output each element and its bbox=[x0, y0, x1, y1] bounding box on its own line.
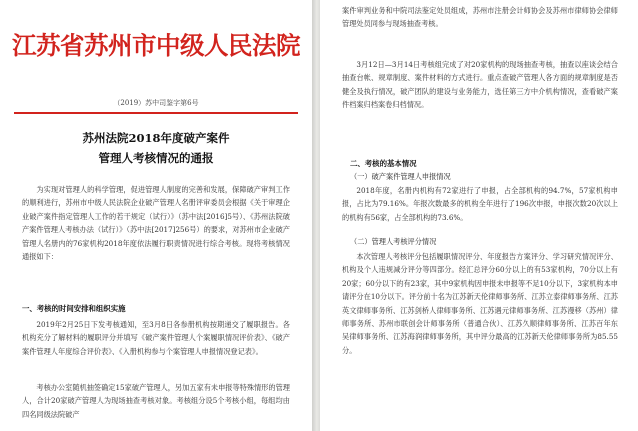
section-1-heading: 一、考核的时间安排和组织实施 bbox=[22, 304, 126, 313]
left-document-page bbox=[0, 0, 312, 431]
section-2-heading: 二、考核的基本情况 bbox=[350, 159, 417, 168]
court-name-header: 江苏省苏州市中级人民法院 bbox=[12, 31, 300, 60]
red-divider-line bbox=[14, 112, 298, 114]
subsection-2-paragraph: 本次管理人考核评分包括履职情况评分、年度报告方案评分、学习研究情况评分、机构及个人违规减分评分等四部分。经汇总评分60分以上的有53家机构，70分以上有20家；60分以下的有23家，其中9家机构因申报未申报等不足10分以下，3家机构本申请评分在10分以下。评分前十名为江苏新天伦律师事务所、江苏立泰律师事务所、江苏英文律师事务所、江苏剑桥人律师事务所、江苏遇元律师事务所、江苏漫移（苏州）律师事务所、苏州市联创会计师事务所（普通合伙）、江苏久顺律师事务所、江苏百年东吴律师事务所、江苏海润律师事务所，其中评分最高的江苏新天伦律师事务所为85.55分。 bbox=[342, 252, 618, 355]
document-number: （2019）苏中司鉴字第6号 bbox=[113, 99, 199, 107]
subsection-1-heading: （一）破产案件管理人申报情况 bbox=[350, 172, 451, 181]
subsection-2-heading: （二）管理人考核评分情况 bbox=[350, 237, 437, 246]
document-title-line-1: 苏州法院2018年度破产案件 bbox=[82, 131, 230, 145]
page-gutter bbox=[312, 0, 320, 431]
subsection-1-paragraph: 2018年度，名册内机构有72家进行了申报，占全部机构的94.7%，57家机构申报，占比为79.16%。年报次数最多的机构全年进行了196次申报，申报次数20次以上的机构有56家，占全部机构的73.6%。 bbox=[342, 186, 618, 222]
right-document-page bbox=[320, 0, 638, 431]
document-title-line-2: 管理人考核情况的通报 bbox=[98, 151, 214, 165]
section-1-paragraph-2: 考核办公室随机抽签确定15家破产管理人，另加五家有未申报等特殊情形的管理人，合计20家破产管理人为现场抽查考核对象。考核组分设5个考核小组，每组均由四名同级法院破产 bbox=[22, 383, 290, 419]
section-1-paragraph-1: 2019年2月25日下发考核通知，至3月8日各参册机构按期递交了履职报告。各机构充分了解材料的履职评分并填写《破产案件管理人个案履职情况评价表》、《破产案件管理人年度综合评价表》、《入册机构参与个案管理人申报情况登记表》。 bbox=[22, 320, 290, 356]
intro-paragraph: 为实现对管理人的科学管理，促进管理人制度的完善和发展，保障破产审判工作的顺利进行，苏州市中级人民法院企业破产管理人名册评审委员会根据《关于审理企业破产案件指定管理人工作的若干规定（试行）》（苏中法[2016]5号）、《苏州法院破产案件管理人考核办法（试行）》（苏中法[2017]256号）的要求，对苏州市企业破产管理人名册内的76家机构2018年度依法履行职责情况进行综合考核。现将考核情况通报如下： bbox=[22, 185, 290, 262]
inspection-paragraph: 3月12日—3月14日考核组完成了对20家机构的现场抽查考核，抽查以座谈会结合抽查台帐、规章制度、案件材料的方式进行。重点查破产管理人各方面的规章制度是否健全及执行情况，破产团队的建设与业务能力，选任第三方中介机构情况，查看破产案件档案归档案卷归档情况。 bbox=[342, 60, 618, 110]
continued-paragraph: 案件审判业务和中院司法鉴定处员组成，苏州市注册会计师协会及苏州市律师协会律师管理处员同参与现场抽查考核。 bbox=[342, 6, 618, 29]
